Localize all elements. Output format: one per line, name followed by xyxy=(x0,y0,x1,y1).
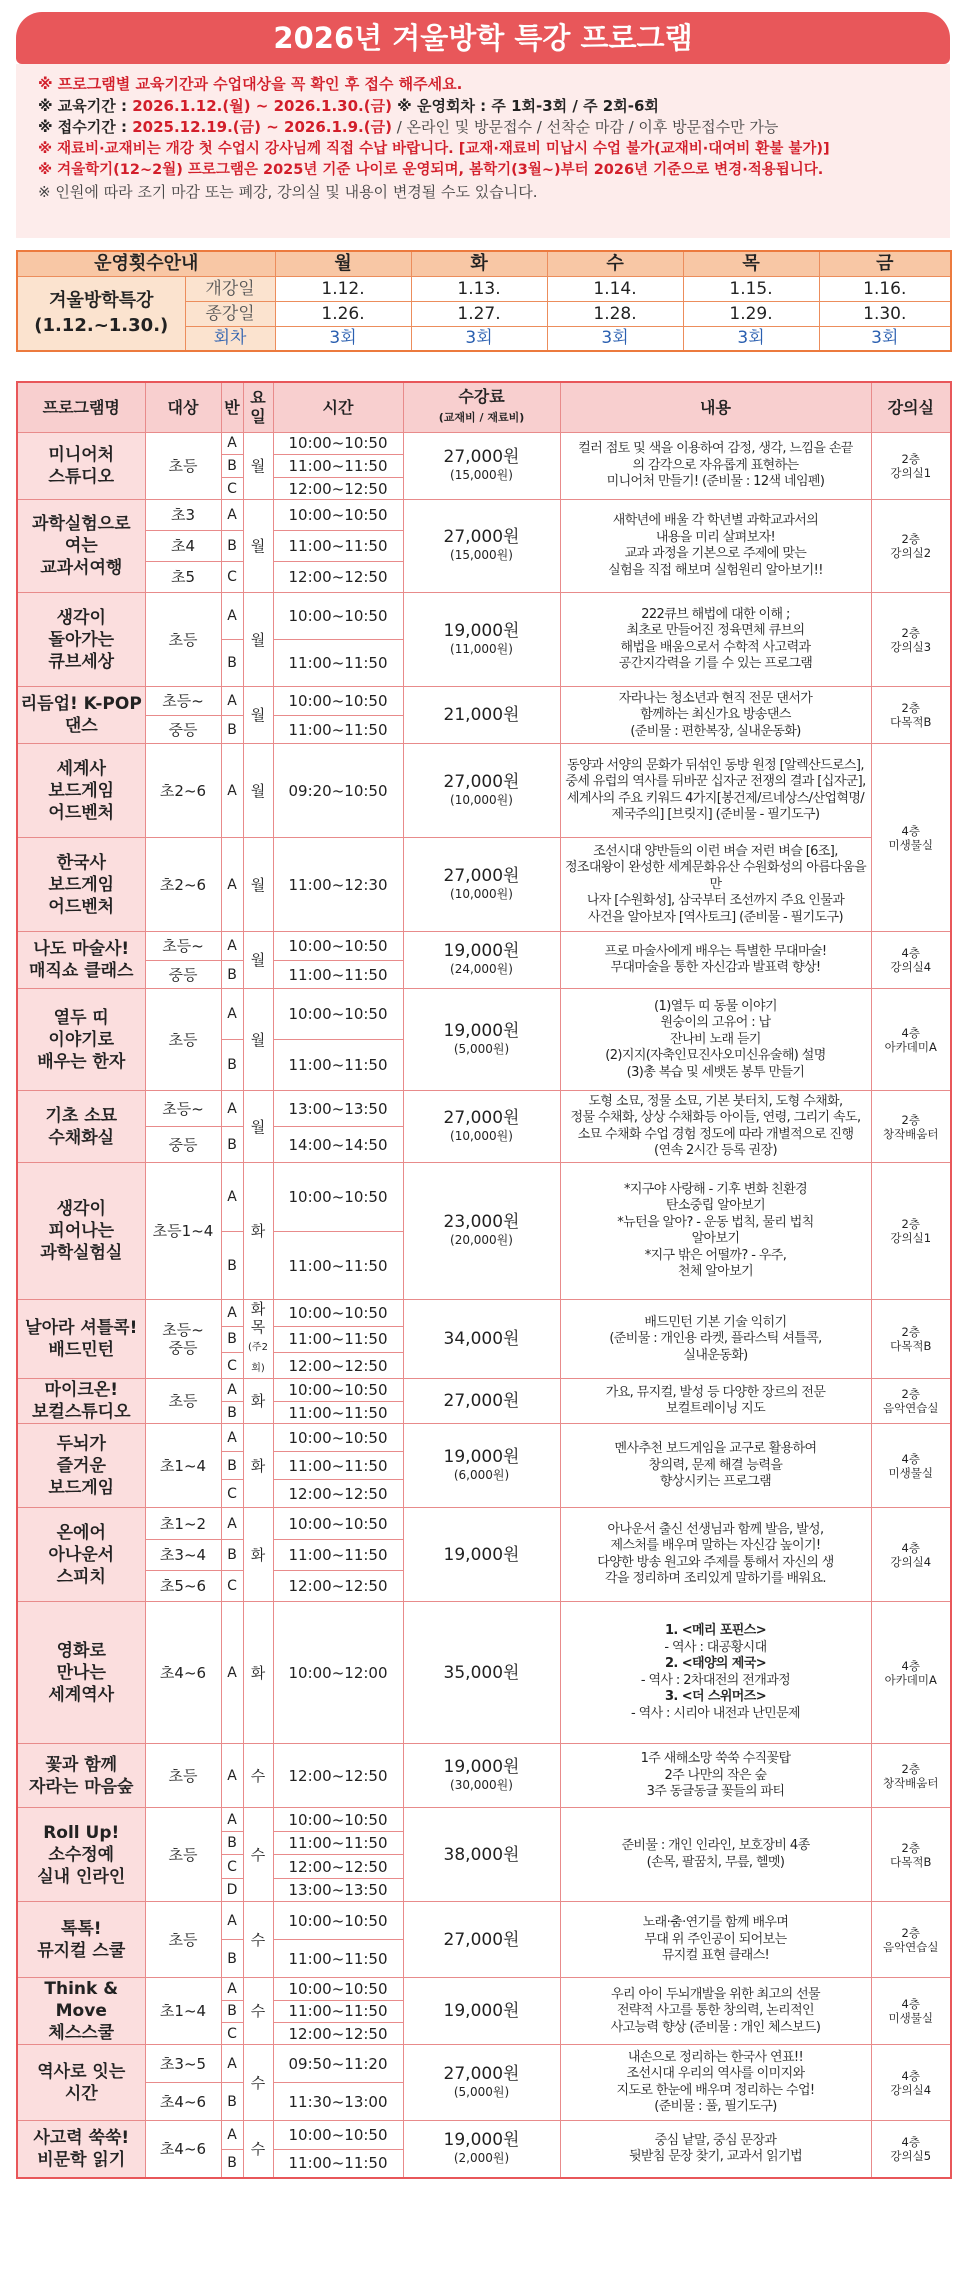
schedule-day: 목 xyxy=(683,251,819,276)
program-ban: B xyxy=(221,1401,243,1424)
program-ban: A xyxy=(221,500,243,531)
program-target: 중등 xyxy=(145,1127,221,1163)
program-name: 온에어 아나운서 스피치 xyxy=(17,1508,145,1602)
program-target: 초3 xyxy=(145,500,221,531)
program-day: 수 xyxy=(243,1978,273,2045)
program-fee: 27,000원 (15,000원) xyxy=(403,432,560,500)
program-name: 세계사 보드게임 어드벤처 xyxy=(17,744,145,838)
program-fee-sub: (2,000원) xyxy=(453,2151,510,2166)
program-fee: 27,000원 xyxy=(403,1902,560,1978)
program-target: 초등 xyxy=(145,1744,221,1808)
program-time: 10:00~10:50 xyxy=(273,1508,403,1539)
program-time: 09:50~11:20 xyxy=(273,2045,403,2083)
notice-line: ※ 인원에 따라 조기 마감 또는 폐강, 강의실 및 내용이 변경될 수도 있습니다. xyxy=(38,182,538,201)
program-ban: B xyxy=(221,1940,243,1978)
program-time: 12:00~12:50 xyxy=(273,2023,403,2045)
program-ban: C xyxy=(221,477,243,500)
program-target: 초3~5 xyxy=(145,2045,221,2083)
program-fee: 19,000원 (30,000원) xyxy=(403,1744,560,1808)
program-ban: D xyxy=(221,1878,243,1902)
schedule-row-label: 회차 xyxy=(185,326,275,351)
program-time: 12:00~12:50 xyxy=(273,1480,403,1508)
program-time: 11:00~12:30 xyxy=(273,838,403,932)
program-target: 초등~ 중등 xyxy=(145,1300,221,1379)
program-content: 도형 소묘, 정물 소묘, 기본 붓터치, 도형 수채화, 정물 수채화, 상상 수채화등 아이들, 연령, 그리기 속도, 소묘 수채화 수업 경험 정도에 따라 개별적으로 진행 (연속 2시간 등록 권장) xyxy=(560,1091,871,1163)
program-ban: A xyxy=(221,1163,243,1232)
program-content: (1)열두 띠 동물 이야기 원숭이의 고유어 : 납 잔나비 노래 듣기 (2)지지(자축인묘진사오미신유술해) 설명 (3)총 복습 및 세뱃돈 봉투 만들기 xyxy=(560,989,871,1091)
content-bold-line: 2. <태양의 제국> xyxy=(664,1656,766,1672)
program-name: 열두 띠 이야기로 배우는 한자 xyxy=(17,989,145,1091)
program-ban: A xyxy=(221,989,243,1040)
program-room: 2층 강의실3 xyxy=(871,593,951,687)
program-time: 11:00~11:50 xyxy=(273,2149,403,2178)
program-name: 한국사 보드게임 어드벤처 xyxy=(17,838,145,932)
program-name: 생각이 돌아가는 큐브세상 xyxy=(17,593,145,687)
program-ban: A xyxy=(221,1978,243,2000)
program-time: 11:00~11:50 xyxy=(273,715,403,744)
program-time: 11:00~11:50 xyxy=(273,1940,403,1978)
program-time: 11:00~11:50 xyxy=(273,1231,403,1300)
schedule-day: 화 xyxy=(411,251,547,276)
program-target: 초등~ xyxy=(145,1091,221,1127)
program-day: 수 xyxy=(243,2045,273,2121)
program-target: 초4 xyxy=(145,531,221,562)
program-ban: C xyxy=(221,1855,243,1879)
program-content: 1. <메리 포핀스> - 역사 : 대공황시대 2. <태양의 제국> - 역사 : 2차대전의 전개과정 3. <더 스위머즈> - 역사 : 시리아 내전과 난민문제 xyxy=(560,1602,871,1744)
header-ban: 반 xyxy=(221,382,243,432)
program-ban: C xyxy=(221,2023,243,2045)
program-day: 월 xyxy=(243,687,273,744)
schedule-cell: 1.28. xyxy=(547,301,683,326)
program-content: 동양과 서양의 문화가 뒤섞인 동방 원정 [알렉산드로스], 중세 유럽의 역사를 뒤바꾼 십자군 전쟁의 결과 [십자군], 세계사의 주요 키워드 4가지[봉건제/르네상스/산업혁명/ 제국주의] [브릿지] (준비물 - 필기도구) xyxy=(560,744,871,838)
program-ban: B xyxy=(221,2083,243,2121)
program-time: 12:00~12:50 xyxy=(273,1353,403,1379)
program-day: 화 xyxy=(243,1163,273,1300)
program-ban: A xyxy=(221,2045,243,2083)
program-room: 2층 음악연습실 xyxy=(871,1902,951,1978)
program-content: 노래·춤·연기를 함께 배우며 무대 위 주인공이 되어보는 뮤지컬 표현 클래스! xyxy=(560,1902,871,1978)
program-fee: 19,000원 (6,000원) xyxy=(403,1424,560,1508)
program-target: 초등 xyxy=(145,432,221,500)
program-room: 2층 강의실2 xyxy=(871,500,951,593)
program-ban: A xyxy=(221,687,243,716)
program-room: 4층 강의실5 xyxy=(871,2121,951,2178)
program-fee-sub: (30,000원) xyxy=(450,1777,513,1792)
schedule-cell: 3회 xyxy=(275,326,411,351)
program-room: 2층 다목적B xyxy=(871,1808,951,1902)
program-time: 11:00~11:50 xyxy=(273,1452,403,1480)
content-bold-line: 3. <더 스위머즈> xyxy=(664,1689,766,1705)
program-target: 초3~4 xyxy=(145,1539,221,1570)
program-name: 사고력 쑥쑥! 비문학 읽기 xyxy=(17,2121,145,2178)
program-time: 10:00~10:50 xyxy=(273,1978,403,2000)
program-target: 초4~6 xyxy=(145,2121,221,2178)
program-content: 멘사추천 보드게임을 교구로 활용하여 창의력, 문제 해결 능력을 향상시키는 프로그램 xyxy=(560,1424,871,1508)
program-ban: B xyxy=(221,640,243,687)
program-room: 4층 아카데미A xyxy=(871,989,951,1091)
program-name: 날아라 셔틀콕! 배드민턴 xyxy=(17,1300,145,1379)
program-target: 초4~6 xyxy=(145,2083,221,2121)
program-name: 나도 마술사! 매직쇼 클래스 xyxy=(17,932,145,989)
program-ban: A xyxy=(221,838,243,932)
program-ban: A xyxy=(221,1744,243,1808)
program-name: 미니어처 스튜디오 xyxy=(17,432,145,500)
program-name: 톡톡! 뮤지컬 스쿨 xyxy=(17,1902,145,1978)
program-fee: 27,000원 xyxy=(403,1379,560,1424)
program-target: 중등 xyxy=(145,715,221,744)
notice-text: ※ 운영회차 : 주 1회-3회 / 주 2회-6회 xyxy=(391,96,659,115)
program-fee: 21,000원 xyxy=(403,687,560,744)
program-time: 10:00~10:50 xyxy=(273,932,403,961)
header-fee: 수강료 (교재비 / 재료비) xyxy=(403,382,560,432)
program-content: 가요, 뮤지컬, 발성 등 다양한 장르의 전문 보컬트레이닝 지도 xyxy=(560,1379,871,1424)
program-ban: B xyxy=(221,2000,243,2022)
program-ban: C xyxy=(221,1571,243,1602)
program-time: 10:00~10:50 xyxy=(273,2121,403,2150)
header-time: 시간 xyxy=(273,382,403,432)
program-fee-sub: (5,000원) xyxy=(453,1041,510,1056)
schedule-header: 운영횟수안내 xyxy=(17,251,275,276)
program-content: 컬러 점토 및 색을 이용하여 감정, 생각, 느낌을 손끝 의 감각으로 자유롭게 표현하는 미니어처 만들기! (준비물 : 12색 네임펜) xyxy=(560,432,871,500)
schedule-cell: 1.16. xyxy=(819,276,951,301)
program-table xyxy=(16,381,952,2179)
program-day: 월 xyxy=(243,1091,273,1163)
schedule-cell: 3회 xyxy=(683,326,819,351)
schedule-cell: 3회 xyxy=(547,326,683,351)
header-room: 강의실 xyxy=(871,382,951,432)
program-fee-sub: (10,000원) xyxy=(450,792,513,807)
program-day: 월 xyxy=(243,932,273,989)
program-time: 11:00~11:50 xyxy=(273,1326,403,1352)
program-day: 월 xyxy=(243,989,273,1091)
program-room: 2층 강의실1 xyxy=(871,1163,951,1300)
program-fee: 38,000원 xyxy=(403,1808,560,1902)
program-time: 11:00~11:50 xyxy=(273,455,403,478)
program-target: 초5 xyxy=(145,562,221,593)
program-name: 두뇌가 즐거운 보드게임 xyxy=(17,1424,145,1508)
program-room: 4층 강의실4 xyxy=(871,2045,951,2121)
program-room: 2층 창작배움터 xyxy=(871,1744,951,1808)
schedule-cell: 1.29. xyxy=(683,301,819,326)
program-ban: A xyxy=(221,1808,243,1832)
program-day: 화 xyxy=(243,1379,273,1424)
program-ban: B xyxy=(221,715,243,744)
program-content: 배드민턴 기본 기술 익히기 (준비물 : 개인용 라켓, 플라스틱 셔틀콕, 실내운동화) xyxy=(560,1300,871,1379)
program-ban: B xyxy=(221,2149,243,2178)
program-ban: A xyxy=(221,1902,243,1940)
program-ban: A xyxy=(221,593,243,640)
program-time: 11:00~11:50 xyxy=(273,1401,403,1424)
schedule-cell: 1.26. xyxy=(275,301,411,326)
program-name: Think & Move 체스스쿨 xyxy=(17,1978,145,2045)
program-target: 초등 xyxy=(145,593,221,687)
program-fee: 34,000원 xyxy=(403,1300,560,1379)
program-target: 초2~6 xyxy=(145,744,221,838)
program-time: 11:00~11:50 xyxy=(273,2000,403,2022)
program-target: 초5~6 xyxy=(145,1571,221,1602)
program-time: 10:00~10:50 xyxy=(273,1902,403,1940)
program-ban: B xyxy=(221,455,243,478)
notice-line: ※ 프로그램별 교육기간과 수업대상을 꼭 확인 후 접수 해주세요. xyxy=(38,75,463,93)
schedule-table xyxy=(16,250,952,352)
program-fee: 19,000원 (24,000원) xyxy=(403,932,560,989)
program-target: 초등~ xyxy=(145,932,221,961)
notice-text: ※ 접수기간 : xyxy=(38,118,133,136)
program-fee: 27,000원 (15,000원) xyxy=(403,500,560,593)
program-ban: A xyxy=(221,1508,243,1539)
program-time: 11:00~11:50 xyxy=(273,531,403,562)
header-day: 요일 xyxy=(243,382,273,432)
program-fee: 27,000원 (5,000원) xyxy=(403,2045,560,2121)
program-ban: A xyxy=(221,1424,243,1452)
program-time: 10:00~10:50 xyxy=(273,1424,403,1452)
program-day: 수 xyxy=(243,1744,273,1808)
program-room: 4층 강의실4 xyxy=(871,932,951,989)
program-target: 초2~6 xyxy=(145,838,221,932)
program-time: 11:00~11:50 xyxy=(273,1040,403,1091)
schedule-cell: 1.14. xyxy=(547,276,683,301)
program-target: 초1~4 xyxy=(145,1978,221,2045)
schedule-label: 겨울방학특강 (1.12.~1.30.) xyxy=(17,276,185,351)
program-ban: C xyxy=(221,562,243,593)
program-fee-sub: (24,000원) xyxy=(450,962,513,977)
program-content: 자라나는 청소년과 현직 전문 댄서가 함께하는 최신가요 방송댄스 (준비물 : 편한복장, 실내운동화) xyxy=(560,687,871,744)
program-target: 초4~6 xyxy=(145,1602,221,1744)
notice-line: ※ 재료비·교재비는 개강 첫 수업시 강사님께 직접 수납 바랍니다. [교재·재료비 미납시 수업 불가(교재비·대여비 환불 불가)] xyxy=(38,140,830,157)
program-time: 12:00~12:50 xyxy=(273,1855,403,1879)
program-name: 꽃과 함께 자라는 마음숲 xyxy=(17,1744,145,1808)
program-ban: A xyxy=(221,1602,243,1744)
program-fee-sub: (15,000원) xyxy=(450,467,513,482)
program-target: 중등 xyxy=(145,960,221,989)
program-time: 09:20~10:50 xyxy=(273,744,403,838)
program-time: 11:30~13:00 xyxy=(273,2083,403,2121)
program-content: 새학년에 배울 각 학년별 과학교과서의 내용을 미리 살펴보자! 교과 과정을 기본으로 주제에 맞는 실험을 직접 해보며 실험원리 알아보기!! xyxy=(560,500,871,593)
schedule-cell: 3회 xyxy=(411,326,547,351)
program-fee: 19,000원 (2,000원) xyxy=(403,2121,560,2178)
program-ban: A xyxy=(221,1091,243,1127)
schedule-cell: 1.27. xyxy=(411,301,547,326)
program-target: 초등~ xyxy=(145,687,221,716)
program-fee: 35,000원 xyxy=(403,1602,560,1744)
program-name: Roll Up! 소수정예 실내 인라인 xyxy=(17,1808,145,1902)
program-time: 12:00~12:50 xyxy=(273,562,403,593)
program-content: 아나운서 출신 선생님과 함께 발음, 발성, 제스처를 배우며 말하는 자신감 높이기! 다양한 방송 원고와 주제를 통해서 자신의 생 각을 정리하며 조리있게 말하기를 배워요. xyxy=(560,1508,871,1602)
program-room: 4층 강의실4 xyxy=(871,1508,951,1602)
program-time: 11:00~11:50 xyxy=(273,640,403,687)
schedule-row-label: 개강일 xyxy=(185,276,275,301)
program-ban: A xyxy=(221,1300,243,1326)
program-ban: B xyxy=(221,1831,243,1855)
program-day: 월 xyxy=(243,838,273,932)
notice-box xyxy=(16,64,950,238)
program-time: 10:00~10:50 xyxy=(273,687,403,716)
program-fee-sub: (15,000원) xyxy=(450,548,513,563)
program-ban: B xyxy=(221,1040,243,1091)
program-fee-sub: (10,000원) xyxy=(450,886,513,901)
program-content: 1주 새해소망 쑥쑥 수직꽃탑 2주 나만의 작은 숲 3주 동글동글 꽃들의 파티 xyxy=(560,1744,871,1808)
program-ban: B xyxy=(221,531,243,562)
notice-text: 2026.1.12.(월) ~ 2026.1.30.(금) xyxy=(132,96,392,115)
program-room: 2층 음악연습실 xyxy=(871,1379,951,1424)
schedule-day: 월 xyxy=(275,251,411,276)
program-ban: B xyxy=(221,1539,243,1570)
program-ban: B xyxy=(221,960,243,989)
program-ban: A xyxy=(221,932,243,961)
program-time: 10:00~10:50 xyxy=(273,989,403,1040)
program-content: *지구야 사랑해 - 기후 변화 친환경 탄소중립 알아보기 *뉴턴을 알아? - 운동 법칙, 물리 법칙 알아보기 *지구 밖은 어떨까? - 우주, 천체 알아보기 xyxy=(560,1163,871,1300)
program-fee: 27,000원 (10,000원) xyxy=(403,838,560,932)
program-time: 10:00~10:50 xyxy=(273,1163,403,1232)
program-time: 12:00~12:50 xyxy=(273,1744,403,1808)
program-content: 준비물 : 개인 인라인, 보호장비 4종 (손목, 팔꿈치, 무릎, 헬멧) xyxy=(560,1808,871,1902)
notice-line xyxy=(38,117,928,139)
program-fee-sub: (20,000원) xyxy=(450,1233,513,1248)
program-name: 마이크온! 보컬스튜디오 xyxy=(17,1379,145,1424)
program-time: 12:00~12:50 xyxy=(273,1571,403,1602)
program-content: 조선시대 양반들의 이런 벼슬 저런 벼슬 [6조], 정조대왕이 완성한 세계문화유산 수원화성의 아름다움을 만 나자 [수원화성], 삼국부터 조선까지 주요 인물과 사건을 알아보자 [역사토크] (준비물 - 필기도구) xyxy=(560,838,871,932)
program-target: 초등 xyxy=(145,989,221,1091)
program-time: 11:00~11:50 xyxy=(273,1831,403,1855)
schedule-cell: 1.30. xyxy=(819,301,951,326)
program-room: 2층 창작배움터 xyxy=(871,1091,951,1163)
program-target: 초등 xyxy=(145,1379,221,1424)
program-fee: 19,000원 xyxy=(403,1978,560,2045)
program-ban: A xyxy=(221,744,243,838)
program-fee: 19,000원 xyxy=(403,1508,560,1602)
program-ban: B xyxy=(221,1127,243,1163)
program-time: 10:00~10:50 xyxy=(273,1808,403,1832)
program-day: 화목 (주2회) xyxy=(243,1300,273,1379)
program-day: 수 xyxy=(243,1902,273,1978)
header-target: 대상 xyxy=(145,382,221,432)
program-time: 13:00~13:50 xyxy=(273,1091,403,1127)
program-room: 2층 강의실1 xyxy=(871,432,951,500)
program-day: 화 xyxy=(243,1424,273,1508)
program-content: 프로 마술사에게 배우는 특별한 무대마술! 무대마술을 통한 자신감과 발표력 향상! xyxy=(560,932,871,989)
program-content: 222큐브 해법에 대한 이해 ; 최초로 만들어진 정육면체 큐브의 해법을 배움으로서 수학적 사고력과 공간지각력을 기를 수 있는 프로그램 xyxy=(560,593,871,687)
program-day: 월 xyxy=(243,432,273,500)
schedule-cell: 1.12. xyxy=(275,276,411,301)
program-fee: 19,000원 (11,000원) xyxy=(403,593,560,687)
program-day: 월 xyxy=(243,744,273,838)
program-ban: B xyxy=(221,1326,243,1352)
program-target: 초등 xyxy=(145,1902,221,1978)
program-room: 2층 다목적B xyxy=(871,1300,951,1379)
program-time: 10:00~10:50 xyxy=(273,593,403,640)
program-fee: 19,000원 (5,000원) xyxy=(403,989,560,1091)
program-ban: A xyxy=(221,1379,243,1402)
program-ban: A xyxy=(221,2121,243,2150)
content-bold-line: 1. <메리 포핀스> xyxy=(664,1623,766,1639)
program-name: 과학실험으로 여는 교과서여행 xyxy=(17,500,145,593)
program-time: 11:00~11:50 xyxy=(273,960,403,989)
notice-text: ※ 교육기간 : xyxy=(38,96,133,115)
program-fee-sub: (10,000원) xyxy=(450,1128,513,1143)
program-name: 생각이 피어나는 과학실험실 xyxy=(17,1163,145,1300)
schedule-day: 수 xyxy=(547,251,683,276)
program-room: 4층 아카데미A xyxy=(871,1602,951,1744)
program-target: 초등 xyxy=(145,1808,221,1902)
program-room: 4층 미생물실 xyxy=(871,1424,951,1508)
schedule-row-label: 종강일 xyxy=(185,301,275,326)
page-title: 2026년 겨울방학 특강 프로그램 xyxy=(16,12,950,64)
header-program-name: 프로그램명 xyxy=(17,382,145,432)
program-fee: 27,000원 (10,000원) xyxy=(403,1091,560,1163)
header-fee-sub: (교재비 / 재료비) xyxy=(438,411,525,425)
notice-text: / 온라인 및 방문접수 / 선착순 마감 / 이후 방문접수만 가능 xyxy=(391,118,779,136)
notice-line xyxy=(38,96,928,118)
program-name: 영화로 만나는 세계역사 xyxy=(17,1602,145,1744)
program-ban: A xyxy=(221,432,243,455)
program-day: 화 xyxy=(243,1602,273,1744)
program-time: 14:00~14:50 xyxy=(273,1127,403,1163)
program-time: 10:00~10:50 xyxy=(273,432,403,455)
program-fee-sub: (6,000원) xyxy=(453,1467,510,1482)
program-day: 월 xyxy=(243,593,273,687)
program-fee: 27,000원 (10,000원) xyxy=(403,744,560,838)
program-time: 12:00~12:50 xyxy=(273,477,403,500)
program-content: 우리 아이 두뇌개발을 위한 최고의 선물 전략적 사고를 통한 창의력, 논리적인 사고능력 향상 (준비물 : 개인 체스보드) xyxy=(560,1978,871,2045)
program-day-sub: (주2회) xyxy=(248,1342,268,1375)
program-name: 기초 소묘 수채화실 xyxy=(17,1091,145,1163)
program-ban: C xyxy=(221,1480,243,1508)
program-day: 수 xyxy=(243,1808,273,1902)
program-fee-sub: (11,000원) xyxy=(450,641,513,656)
program-time: 10:00~10:50 xyxy=(273,1300,403,1326)
program-time: 13:00~13:50 xyxy=(273,1878,403,1902)
program-day: 수 xyxy=(243,2121,273,2178)
program-fee: 23,000원 (20,000원) xyxy=(403,1163,560,1300)
program-room: 4층 미생물실 xyxy=(871,1978,951,2045)
notice-line: ※ 겨울학기(12~2월) 프로그램은 2025년 기준 나이로 운영되며, 봄학기(3월~)부터 2026년 기준으로 변경·적용됩니다. xyxy=(38,162,824,178)
schedule-day: 금 xyxy=(819,251,951,276)
program-room: 4층 미생물실 xyxy=(871,744,951,932)
program-ban: B xyxy=(221,1452,243,1480)
program-time: 10:00~10:50 xyxy=(273,500,403,531)
program-target: 초1~4 xyxy=(145,1424,221,1508)
program-time: 11:00~11:50 xyxy=(273,1539,403,1570)
header-content: 내용 xyxy=(560,382,871,432)
program-room: 2층 다목적B xyxy=(871,687,951,744)
program-content: 내손으로 정리하는 한국사 연표!! 조선시대 우리의 역사를 이미지와 지도로 한눈에 배우며 정리하는 수업! (준비물 : 풀, 필기도구) xyxy=(560,2045,871,2121)
program-day: 월 xyxy=(243,500,273,593)
program-name: 역사로 잇는 시간 xyxy=(17,2045,145,2121)
program-target: 초1~2 xyxy=(145,1508,221,1539)
schedule-cell: 1.13. xyxy=(411,276,547,301)
program-ban: B xyxy=(221,1231,243,1300)
program-time: 10:00~12:00 xyxy=(273,1602,403,1744)
program-fee-sub: (5,000원) xyxy=(453,2084,510,2099)
program-time: 10:00~10:50 xyxy=(273,1379,403,1402)
notice-text: 2025.12.19.(금) ~ 2026.1.9.(금) xyxy=(132,118,392,136)
program-target: 초등1~4 xyxy=(145,1163,221,1300)
program-day: 화 xyxy=(243,1508,273,1602)
schedule-cell: 3회 xyxy=(819,326,951,351)
schedule-cell: 1.15. xyxy=(683,276,819,301)
program-ban: C xyxy=(221,1353,243,1379)
program-content: 중심 낱말, 중심 문장과 뒷받침 문장 찾기, 교과서 읽기법 xyxy=(560,2121,871,2178)
program-name: 리듬업! K-POP 댄스 xyxy=(17,687,145,744)
